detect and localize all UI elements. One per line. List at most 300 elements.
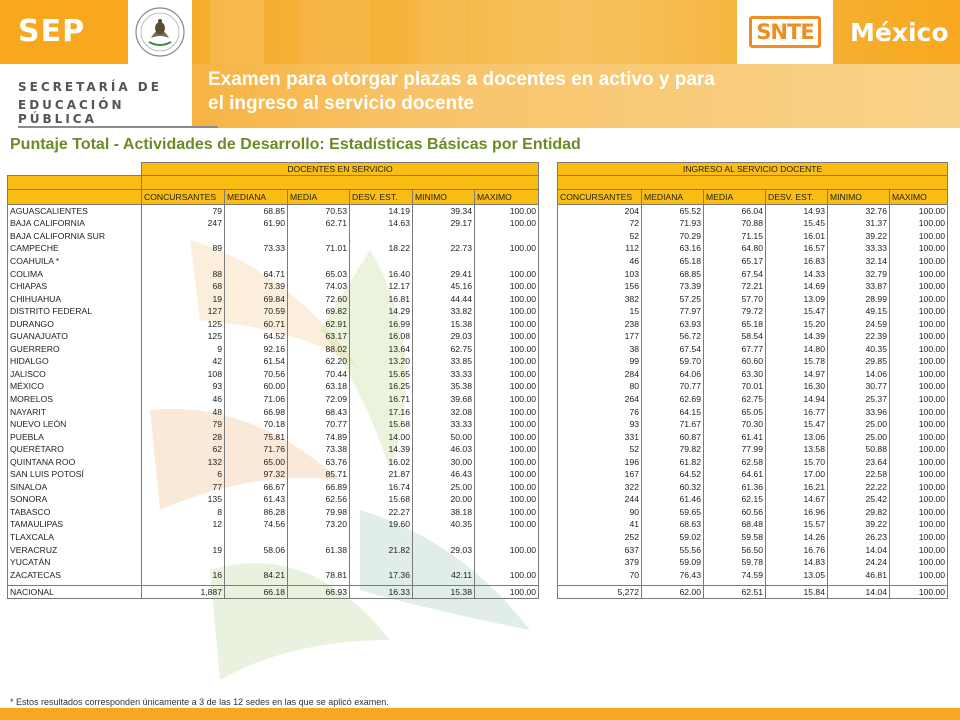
value-cell: 16.30 (766, 380, 828, 393)
value-cell: 61.43 (225, 493, 288, 506)
table-row (558, 330, 948, 343)
value-cell: 62.20 (288, 355, 350, 368)
value-cell: 88 (142, 267, 225, 280)
value-cell: 22.73 (413, 242, 475, 255)
value-cell: 244 (558, 493, 642, 506)
value-cell: 24.24 (828, 556, 890, 569)
header-decoration (210, 0, 264, 64)
value-cell: 48 (142, 405, 225, 418)
value-cell: 52 (558, 443, 642, 456)
value-cell: 19 (142, 543, 225, 556)
ingreso-table (557, 162, 948, 599)
value-cell: 100.00 (475, 355, 539, 368)
value-cell: 61.54 (225, 355, 288, 368)
value-cell: 60.60 (704, 355, 766, 368)
value-cell: 42 (142, 355, 225, 368)
value-cell (350, 230, 413, 243)
page-title-line1: Examen para otorgar plazas a docentes en activo y para (208, 69, 715, 90)
value-cell: 100.00 (890, 330, 948, 343)
value-cell: 15.38 (413, 586, 475, 599)
table-row (558, 205, 948, 218)
value-cell: 33.85 (413, 355, 475, 368)
value-cell (413, 531, 475, 544)
table-row (8, 543, 539, 556)
value-cell: 40.35 (828, 343, 890, 356)
value-cell: 64.61 (704, 468, 766, 481)
table-row (558, 317, 948, 330)
entidad-cell: ZACATECAS (8, 568, 142, 581)
snte-logo-box (737, 0, 833, 64)
value-cell: 33.33 (828, 242, 890, 255)
table-row (558, 393, 948, 406)
table-row (558, 280, 948, 293)
value-cell: 100.00 (475, 368, 539, 381)
value-cell: 69.84 (225, 292, 288, 305)
value-cell: 59.70 (642, 355, 704, 368)
table-row (558, 255, 948, 268)
table-row (8, 330, 539, 343)
value-cell: 68 (142, 280, 225, 293)
value-cell: 14.06 (828, 368, 890, 381)
value-cell: 56.50 (704, 543, 766, 556)
value-cell: 100.00 (890, 368, 948, 381)
value-cell: 15.20 (766, 317, 828, 330)
value-cell: 132 (142, 455, 225, 468)
value-cell: 57.70 (704, 292, 766, 305)
entidad-cell: AGUASCALIENTES (8, 205, 142, 218)
value-cell: 25.37 (828, 393, 890, 406)
value-cell: 16.33 (350, 586, 413, 599)
table-row (8, 292, 539, 305)
value-cell: 100.00 (890, 405, 948, 418)
value-cell: 62.58 (704, 455, 766, 468)
value-cell: 15.84 (766, 586, 828, 599)
column-header: CONCURSANTES (558, 190, 642, 205)
value-cell: 108 (142, 368, 225, 381)
value-cell: 22.27 (350, 506, 413, 519)
value-cell: 14.04 (828, 586, 890, 599)
value-cell: 61.82 (642, 455, 704, 468)
divider (18, 126, 218, 128)
value-cell: 100.00 (890, 267, 948, 280)
value-cell: 13.20 (350, 355, 413, 368)
value-cell: 322 (558, 481, 642, 494)
sep-logo (0, 0, 128, 64)
value-cell: 66.93 (288, 586, 350, 599)
value-cell: 12 (142, 518, 225, 531)
value-cell: 46.81 (828, 568, 890, 581)
value-cell: 63.30 (704, 368, 766, 381)
value-cell: 15.38 (413, 317, 475, 330)
value-cell: 64.52 (225, 330, 288, 343)
value-cell: 45.16 (413, 280, 475, 293)
value-cell: 33.96 (828, 405, 890, 418)
value-cell (288, 531, 350, 544)
value-cell: 62.51 (704, 586, 766, 599)
value-cell: 15.68 (350, 418, 413, 431)
value-cell: 72.60 (288, 292, 350, 305)
page-title (208, 68, 808, 116)
value-cell: 99 (558, 355, 642, 368)
table-row (8, 280, 539, 293)
value-cell: 70 (558, 568, 642, 581)
value-cell: 100.00 (890, 305, 948, 318)
mexico-seal (128, 0, 192, 64)
value-cell: 14.63 (350, 217, 413, 230)
value-cell: 89 (142, 242, 225, 255)
value-cell: 100.00 (475, 518, 539, 531)
value-cell: 38.18 (413, 506, 475, 519)
value-cell: 61.41 (704, 430, 766, 443)
value-cell: 62.69 (642, 393, 704, 406)
table-row (558, 355, 948, 368)
value-cell: 24.59 (828, 317, 890, 330)
value-cell (142, 531, 225, 544)
value-cell: 70.29 (642, 230, 704, 243)
secretaria-line1: SECRETARÍA DE (18, 80, 162, 94)
total-row (558, 586, 948, 599)
table-row (8, 531, 539, 544)
value-cell: 15.57 (766, 518, 828, 531)
value-cell: 16.74 (350, 481, 413, 494)
value-cell: 14.39 (766, 330, 828, 343)
entidad-cell: DURANGO (8, 317, 142, 330)
value-cell: 77 (142, 481, 225, 494)
value-cell: 66.89 (288, 481, 350, 494)
value-cell: 59.65 (642, 506, 704, 519)
value-cell: 100.00 (890, 586, 948, 599)
value-cell: 62 (142, 443, 225, 456)
value-cell: 68.48 (704, 518, 766, 531)
column-header: MEDIA (288, 190, 350, 205)
value-cell: 16.01 (766, 230, 828, 243)
value-cell: 76.43 (642, 568, 704, 581)
value-cell: 35.38 (413, 380, 475, 393)
value-cell: 70.59 (225, 305, 288, 318)
value-cell: 30.00 (413, 455, 475, 468)
table-row (8, 267, 539, 280)
value-cell: 49.15 (828, 305, 890, 318)
table-row (8, 468, 539, 481)
value-cell: 70.77 (288, 418, 350, 431)
value-cell: 65.17 (704, 255, 766, 268)
value-cell (225, 230, 288, 243)
value-cell (475, 230, 539, 243)
value-cell: 74.56 (225, 518, 288, 531)
table-row (8, 305, 539, 318)
value-cell: 33.82 (413, 305, 475, 318)
value-cell: 177 (558, 330, 642, 343)
value-cell: 28 (142, 430, 225, 443)
value-cell (225, 531, 288, 544)
value-cell: 32.14 (828, 255, 890, 268)
column-header: MINIMO (413, 190, 475, 205)
value-cell: 13.64 (350, 343, 413, 356)
value-cell: 66.18 (225, 586, 288, 599)
value-cell: 100.00 (890, 393, 948, 406)
value-cell: 284 (558, 368, 642, 381)
value-cell: 33.87 (828, 280, 890, 293)
table-row (8, 205, 539, 218)
value-cell: 58.06 (225, 543, 288, 556)
value-cell: 70.56 (225, 368, 288, 381)
value-cell: 69.82 (288, 305, 350, 318)
value-cell (475, 531, 539, 544)
value-cell: 68.85 (225, 205, 288, 218)
value-cell: 125 (142, 330, 225, 343)
value-cell: 63.76 (288, 455, 350, 468)
entidad-cell: MORELOS (8, 393, 142, 406)
value-cell: 15.70 (766, 455, 828, 468)
value-cell: 167 (558, 468, 642, 481)
value-cell (413, 556, 475, 569)
table-row (558, 531, 948, 544)
value-cell: 15.47 (766, 305, 828, 318)
value-cell: 379 (558, 556, 642, 569)
value-cell: 71.93 (642, 217, 704, 230)
value-cell: 100.00 (890, 455, 948, 468)
value-cell: 59.58 (704, 531, 766, 544)
value-cell: 14.93 (766, 205, 828, 218)
table-row (558, 242, 948, 255)
value-cell: 64.06 (642, 368, 704, 381)
value-cell: 100.00 (475, 267, 539, 280)
table-row (8, 418, 539, 431)
value-cell: 52 (558, 230, 642, 243)
value-cell: 39.22 (828, 230, 890, 243)
value-cell (288, 230, 350, 243)
table-row (8, 393, 539, 406)
value-cell: 50.88 (828, 443, 890, 456)
value-cell: 70.88 (704, 217, 766, 230)
group-header-docentes: DOCENTES EN SERVICIO (142, 163, 539, 176)
value-cell: 100.00 (890, 531, 948, 544)
value-cell: 100.00 (890, 242, 948, 255)
value-cell: 57.25 (642, 292, 704, 305)
value-cell: 39.34 (413, 205, 475, 218)
value-cell: 63.16 (642, 242, 704, 255)
value-cell: 15 (558, 305, 642, 318)
value-cell (142, 255, 225, 268)
entidad-cell: QUINTANA ROO (8, 455, 142, 468)
entidad-cell: DISTRITO FEDERAL (8, 305, 142, 318)
mexico-logo: México (850, 18, 949, 47)
value-cell: 100.00 (890, 205, 948, 218)
value-cell: 20.00 (413, 493, 475, 506)
table-row (8, 518, 539, 531)
value-cell (288, 556, 350, 569)
entidad-cell: NAYARIT (8, 405, 142, 418)
table-row (8, 481, 539, 494)
table-row (558, 230, 948, 243)
value-cell: 80 (558, 380, 642, 393)
entidad-cell: MÉXICO (8, 380, 142, 393)
value-cell: 14.19 (350, 205, 413, 218)
value-cell: 125 (142, 317, 225, 330)
value-cell: 62.71 (288, 217, 350, 230)
value-cell: 46 (558, 255, 642, 268)
value-cell: 16.25 (350, 380, 413, 393)
value-cell: 16 (142, 568, 225, 581)
value-cell (475, 556, 539, 569)
docentes-table (7, 162, 539, 599)
value-cell: 100.00 (475, 393, 539, 406)
secretaria-line2: EDUCACIÓN PÚBLICA (18, 98, 125, 126)
value-cell: 59.78 (704, 556, 766, 569)
table-row (8, 443, 539, 456)
column-header: CONCURSANTES (142, 190, 225, 205)
value-cell: 64.52 (642, 468, 704, 481)
value-cell: 61.46 (642, 493, 704, 506)
value-cell: 28.99 (828, 292, 890, 305)
entidad-cell: COAHUILA * (8, 255, 142, 268)
value-cell: 100.00 (475, 205, 539, 218)
entidad-cell: NACIONAL (8, 586, 142, 599)
entidad-cell: YUCATÁN (8, 556, 142, 569)
value-cell: 100.00 (890, 518, 948, 531)
page-subtitle: Puntaje Total - Actividades de Desarrollo: Estadísticas Básicas por Entidad (10, 136, 581, 153)
value-cell: 38 (558, 343, 642, 356)
value-cell: 100.00 (890, 430, 948, 443)
value-cell: 90 (558, 506, 642, 519)
value-cell: 17.00 (766, 468, 828, 481)
value-cell: 264 (558, 393, 642, 406)
column-header: MEDIANA (225, 190, 288, 205)
value-cell: 40.35 (413, 518, 475, 531)
value-cell: 100.00 (475, 430, 539, 443)
value-cell: 16.57 (766, 242, 828, 255)
table-row (558, 267, 948, 280)
table-row (558, 443, 948, 456)
entidad-cell: CHIHUAHUA (8, 292, 142, 305)
value-cell: 71.15 (704, 230, 766, 243)
table-row (8, 217, 539, 230)
value-cell: 62.91 (288, 317, 350, 330)
value-cell: 79.72 (704, 305, 766, 318)
column-header: MEDIA (704, 190, 766, 205)
table-row (558, 343, 948, 356)
group-header-ingreso: INGRESO AL SERVICIO DOCENTE (558, 163, 948, 176)
value-cell (288, 255, 350, 268)
entidad-cell: SAN LUIS POTOSÍ (8, 468, 142, 481)
value-cell: 62.75 (704, 393, 766, 406)
entidad-cell: QUERÉTARO (8, 443, 142, 456)
table-row (558, 455, 948, 468)
value-cell: 16.96 (766, 506, 828, 519)
value-cell: 50.00 (413, 430, 475, 443)
value-cell: 100.00 (890, 255, 948, 268)
value-cell: 79 (142, 205, 225, 218)
blank-cell (8, 163, 142, 176)
value-cell: 70.53 (288, 205, 350, 218)
entidad-cell: TLAXCALA (8, 531, 142, 544)
value-cell: 67.77 (704, 343, 766, 356)
table-row (8, 556, 539, 569)
value-cell: 25.42 (828, 493, 890, 506)
value-cell: 46.43 (413, 468, 475, 481)
value-cell: 79.98 (288, 506, 350, 519)
value-cell: 12.17 (350, 280, 413, 293)
value-cell: 100.00 (890, 230, 948, 243)
value-cell: 252 (558, 531, 642, 544)
table-row (558, 405, 948, 418)
value-cell: 74.59 (704, 568, 766, 581)
value-cell: 73.33 (225, 242, 288, 255)
header-cell (8, 190, 142, 205)
value-cell: 127 (142, 305, 225, 318)
value-cell: 60.00 (225, 380, 288, 393)
value-cell: 9 (142, 343, 225, 356)
value-cell: 13.09 (766, 292, 828, 305)
value-cell: 100.00 (475, 317, 539, 330)
value-cell: 62.56 (288, 493, 350, 506)
table-row (558, 568, 948, 581)
value-cell: 84.21 (225, 568, 288, 581)
value-cell: 16.83 (766, 255, 828, 268)
column-header: DESV. EST. (350, 190, 413, 205)
value-cell: 22.58 (828, 468, 890, 481)
eagle-seal-icon (134, 4, 186, 60)
value-cell (350, 531, 413, 544)
value-cell: 71.67 (642, 418, 704, 431)
entidad-cell: SINALOA (8, 481, 142, 494)
table-row (558, 556, 948, 569)
value-cell: 70.77 (642, 380, 704, 393)
value-cell: 100.00 (475, 343, 539, 356)
value-cell: 73.39 (225, 280, 288, 293)
value-cell: 13.06 (766, 430, 828, 443)
value-cell: 75.81 (225, 430, 288, 443)
value-cell: 68.43 (288, 405, 350, 418)
page-title-line2: el ingreso al servicio docente (208, 93, 475, 114)
value-cell: 14.26 (766, 531, 828, 544)
table-row (558, 506, 948, 519)
value-cell: 74.89 (288, 430, 350, 443)
value-cell (142, 556, 225, 569)
table-row (8, 343, 539, 356)
table-row (8, 255, 539, 268)
value-cell: 17.16 (350, 405, 413, 418)
value-cell: 60.56 (704, 506, 766, 519)
value-cell: 100.00 (475, 543, 539, 556)
value-cell: 19 (142, 292, 225, 305)
value-cell: 100.00 (890, 280, 948, 293)
value-cell: 16.99 (350, 317, 413, 330)
total-row (8, 586, 539, 599)
value-cell: 100.00 (890, 468, 948, 481)
value-cell: 100.00 (475, 586, 539, 599)
value-cell: 382 (558, 292, 642, 305)
header-cell (558, 176, 948, 190)
header-cell (8, 176, 142, 190)
value-cell: 100.00 (890, 380, 948, 393)
value-cell: 73.20 (288, 518, 350, 531)
table-row (558, 380, 948, 393)
value-cell (225, 255, 288, 268)
value-cell: 16.77 (766, 405, 828, 418)
header-cell (142, 176, 539, 190)
value-cell: 100.00 (475, 305, 539, 318)
value-cell: 39.22 (828, 518, 890, 531)
value-cell: 196 (558, 455, 642, 468)
value-cell: 65.18 (704, 317, 766, 330)
value-cell: 65.18 (642, 255, 704, 268)
value-cell: 23.64 (828, 455, 890, 468)
value-cell: 31.37 (828, 217, 890, 230)
value-cell: 55.56 (642, 543, 704, 556)
value-cell: 100.00 (475, 292, 539, 305)
value-cell: 14.04 (828, 543, 890, 556)
